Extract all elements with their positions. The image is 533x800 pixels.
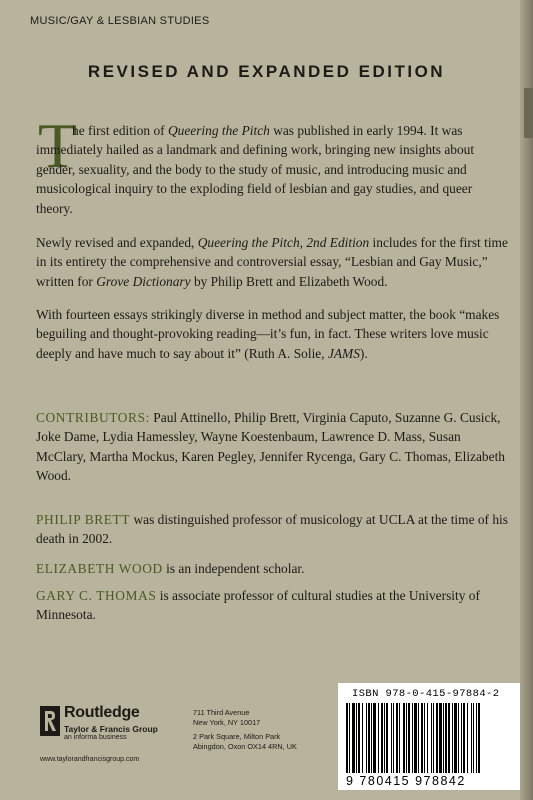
publisher-tagline: an informa business <box>64 734 127 741</box>
barcode-bar <box>421 703 423 773</box>
barcode-bar <box>356 703 357 773</box>
barcode-bar <box>478 703 480 773</box>
barcode-bar <box>463 703 465 773</box>
publisher-name: Routledge <box>64 704 140 721</box>
drop-cap: T <box>38 110 78 181</box>
barcode-bar <box>396 703 398 773</box>
barcode-bar <box>346 703 348 773</box>
barcode-bar <box>384 703 385 773</box>
blurb-paragraph-3: With fourteen essays strikingly diverse in method and subject matter, the book “makes beguiling and thought-provoking reading—it’s fun, in fact. These writers love music deeply and have much to say about it” (Ruth A. Solie, JAMS). <box>36 307 500 361</box>
barcode-bar <box>473 703 474 773</box>
barcode-bar <box>406 703 407 773</box>
barcode-bars <box>346 703 512 775</box>
address-new-york: 711 Third Avenue New York, NY 10017 <box>193 708 261 727</box>
barcode-bar <box>352 703 355 773</box>
routledge-logo-icon <box>40 706 60 736</box>
subject-category: MUSIC/GAY & LESBIAN STUDIES <box>30 15 210 27</box>
barcode-bar <box>476 703 477 773</box>
barcode-bar <box>368 703 370 773</box>
barcode-bar <box>391 703 392 773</box>
barcode-bar <box>418 703 419 773</box>
barcode-bar <box>362 703 363 773</box>
bio-philip-brett: PHILIP BRETT was distinguished professor of musicology at UCLA at the time of his death in 2002. <box>36 512 508 547</box>
barcode-bar <box>358 703 360 773</box>
spine-tab <box>524 88 533 138</box>
barcode-bar <box>366 703 367 773</box>
publisher-group: Taylor & Francis Group <box>64 724 158 734</box>
contributors-list: CONTRIBUTORS: Paul Attinello, Philip Brett, Virginia Caputo, Suzanne G. Cusick, Joke Dame, Lydia Hamessley, Wayne Koestenbaum, Lawrence D. Mass, Susan McClary, Martha Mockus, Karen Pegley, Jennifer Rycenga, Gary C. Thomas, Elizabeth Wood. <box>36 410 505 484</box>
barcode-bar <box>414 703 417 773</box>
barcode-bar <box>443 703 444 773</box>
bio-gary-thomas: GARY C. THOMAS is associate professor of cultural studies at the University of Minnesota. <box>36 588 480 623</box>
barcode-bar <box>424 703 425 773</box>
contributors-label: CONTRIBUTORS: <box>36 410 150 425</box>
barcode-bar <box>439 703 442 773</box>
barcode-bar <box>373 703 376 773</box>
barcode-bar <box>452 703 453 773</box>
blurb-paragraph-1: he first edition of Queering the Pitch was published in early 1994. It was immediately hailed as a landmark and defining work, bringing new insights about gender, sexuality, and the body to the study of music, and introducing music and musicological inquiry to the exploding field of lesbian and gay studies, and queer theory. <box>36 123 475 216</box>
barcode-bar <box>467 703 468 773</box>
barcode-bar <box>371 703 372 773</box>
barcode-bar <box>427 703 428 773</box>
barcode-bar <box>431 703 432 773</box>
barcode-bar <box>381 703 383 773</box>
isbn-barcode <box>338 683 520 790</box>
barcode-bar <box>436 703 438 773</box>
barcode-bar <box>458 703 459 773</box>
barcode-bar <box>403 703 405 773</box>
barcode-bar <box>393 703 394 773</box>
barcode-bar <box>412 703 413 773</box>
barcode-bar <box>433 703 434 773</box>
barcode-bar <box>461 703 462 773</box>
barcode-bar <box>378 703 379 773</box>
edition-heading: REVISED AND EXPANDED EDITION <box>87 62 446 81</box>
barcode-bar <box>471 703 472 773</box>
publisher-logo <box>40 706 180 772</box>
barcode-bar <box>408 703 410 773</box>
address-abingdon: 2 Park Square, Milton Park Abingdon, Oxon OX14 4RN, UK <box>193 732 297 751</box>
barcode-bar <box>399 703 400 773</box>
isbn-label: ISBN 978-0-415-97884-2 <box>352 688 500 700</box>
bio-elizabeth-wood: ELIZABETH WOOD is an independent scholar. <box>36 561 305 576</box>
barcode-bar <box>445 703 447 773</box>
publisher-website: www.taylorandfrancisgroup.com <box>40 756 140 763</box>
blurb-paragraph-2: Newly revised and expanded, Queering the Pitch, 2nd Edition includes for the first time in its entirety the comprehensive and controversial essay, “Lesbian and Gay Music,” written for Grove Dictionary by Philip Brett and Elizabeth Wood. <box>36 235 508 289</box>
barcode-bar <box>454 703 457 773</box>
barcode-digits: 9 780415 978842 <box>346 774 466 788</box>
barcode-bar <box>448 703 450 773</box>
barcode-bar <box>349 703 350 773</box>
barcode-bar <box>386 703 388 773</box>
